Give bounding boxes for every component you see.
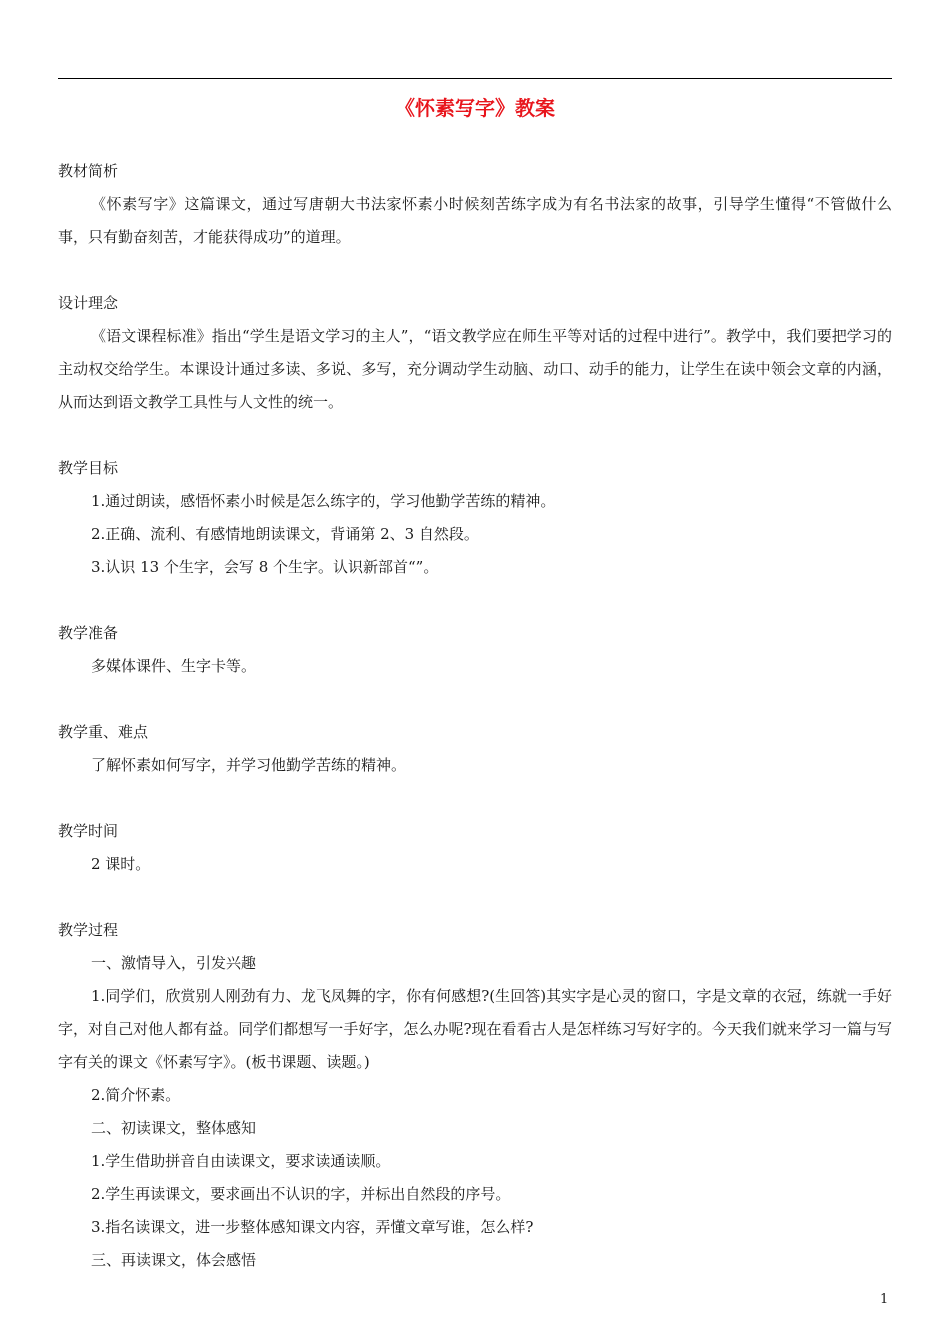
list-item: 3.认识 13 个生字，会写 8 个生字。认识新部首“”。 bbox=[91, 558, 439, 576]
paragraph: 《怀素写字》这篇课文，通过写唐朝大书法家怀素小时候刻苦练字成为有名书法家的故事，引导学生懂得“不管做什么事，只有勤奋刻苦，才能获得成功”的道理。 bbox=[58, 195, 892, 246]
section-heading: 教学目标 bbox=[58, 459, 119, 477]
header-rule bbox=[58, 78, 892, 79]
document-body bbox=[58, 155, 892, 1277]
subheading: 二、初读课文，整体感知 bbox=[91, 1119, 257, 1137]
section-heading: 教材简析 bbox=[58, 162, 119, 180]
paragraph: 3.指名读课文，进一步整体感知课文内容，弄懂文章写谁，怎么样? bbox=[91, 1218, 534, 1236]
paragraph: 2 课时。 bbox=[91, 855, 151, 873]
section-teaching-preparation bbox=[58, 617, 892, 683]
section-heading: 设计理念 bbox=[58, 294, 119, 312]
section-heading: 教学时间 bbox=[58, 822, 119, 840]
paragraph: 1.同学们，欣赏别人刚劲有力、龙飞凤舞的字，你有何感想?(生回答)其实字是心灵的窗口，字是文章的衣冠，练就一手好字，对自己对他人都有益。同学们都想写一手好字，怎么办呢?现在看看古人是怎样练习写好字的。今天我们就来学习一篇与写字有关的课文《怀素写字》。(板书课题、读题。) bbox=[58, 987, 892, 1071]
list-item: 2.正确、流利、有感情地朗读课文，背诵第 2、3 自然段。 bbox=[91, 525, 479, 543]
paragraph: 1.学生借助拼音自由读课文，要求读通读顺。 bbox=[91, 1152, 391, 1170]
paragraph: 2.简介怀素。 bbox=[91, 1086, 181, 1104]
paragraph: 《语文课程标准》指出“学生是语文学习的主人”，“语文教学应在师生平等对话的过程中进行”。教学中，我们要把学习的主动权交给学生。本课设计通过多读、多说、多写，充分调动学生动脑、动口、动手的能力，让学生在读中领会文章的内涵，从而达到语文教学工具性与人文性的统一。 bbox=[58, 327, 892, 411]
subheading: 一、激情导入，引发兴趣 bbox=[91, 954, 257, 972]
section-design-concept bbox=[58, 287, 892, 419]
paragraph: 了解怀素如何写字，并学习他勤学苦练的精神。 bbox=[91, 756, 407, 774]
section-heading: 教学过程 bbox=[58, 921, 119, 939]
document-title: 《怀素写字》教案 bbox=[395, 96, 555, 120]
section-textbook-analysis bbox=[58, 155, 892, 254]
section-key-difficulties bbox=[58, 716, 892, 782]
section-teaching-time bbox=[58, 815, 892, 881]
paragraph: 多媒体课件、生字卡等。 bbox=[91, 657, 257, 675]
section-teaching-goals bbox=[58, 452, 892, 584]
subheading: 三、再读课文，体会感悟 bbox=[91, 1251, 257, 1269]
list-item: 1.通过朗读，感悟怀素小时候是怎么练字的，学习他勤学苦练的精神。 bbox=[91, 492, 556, 510]
section-teaching-process bbox=[58, 914, 892, 1277]
page-number: 1 bbox=[880, 1292, 889, 1307]
paragraph: 2.学生再读课文，要求画出不认识的字，并标出自然段的序号。 bbox=[91, 1185, 511, 1203]
section-heading: 教学准备 bbox=[58, 624, 119, 642]
section-heading: 教学重、难点 bbox=[58, 723, 149, 741]
